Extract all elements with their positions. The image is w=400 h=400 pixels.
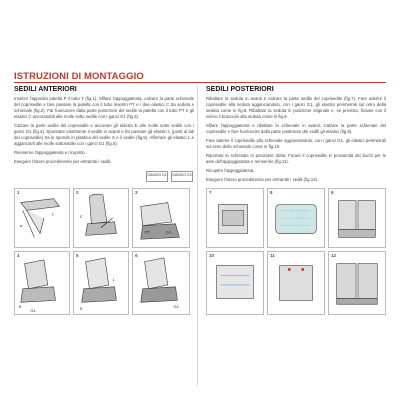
figure-7-illustration [207, 189, 263, 247]
hook-legend [146, 171, 193, 182]
figure-1 [14, 188, 70, 248]
figure-8-illustration [268, 189, 324, 247]
figure-9-illustration [329, 189, 385, 247]
label-g1-fig3: G1 [165, 229, 172, 235]
figure-5-illustration [74, 252, 128, 314]
figure-12-illustration [329, 252, 385, 314]
figure-10-number: 10 [209, 253, 215, 258]
figure-10-illustration [207, 252, 263, 314]
front-seats-heading: SEDILI ANTERIORI [14, 86, 77, 93]
figure-11 [267, 251, 325, 315]
hook-g2-legend [171, 171, 193, 182]
rear-paragraph-6: Eseguire l'intero procedimento per entrambi i sedili (fig.12). [206, 177, 319, 182]
label-t: T [51, 212, 55, 218]
label-e: E [18, 304, 22, 310]
figure-5 [73, 251, 129, 315]
front-paragraph-1: Inserire l'apposita patella P il tubo T (fig.1). Sfilare l'appoggiatesta, calzare la parte schienale del coprisedile e fare passare la patella con il tubo inserito PT e i due elastici C tra seduta e schienale (fig.2). Far fuoriuscire dalla parte posteriore del sedile la patella con il tubo PT e gli elastici C ancorandoli alle molle sotto sedile con i ganci G1 (fig.3). [14, 96, 194, 119]
page-title: ISTRUZIONI DI MONTAGGIO [14, 71, 144, 82]
figure-3-illustration [133, 189, 189, 247]
figure-11-illustration [268, 252, 324, 314]
hook-g1-legend [146, 171, 168, 182]
figure-2-illustration [74, 189, 128, 247]
figure-10 [206, 251, 264, 315]
hook-g2-label: GANCIO G2 [172, 173, 192, 177]
figure-6-illustration [133, 252, 189, 314]
figure-8-number: 8 [270, 190, 273, 195]
front-seats-section [14, 86, 194, 168]
figure-2 [73, 188, 129, 248]
figure-11-number: 11 [270, 253, 275, 258]
label-pt: PT [144, 229, 150, 235]
label-g1-fig6: G1 [173, 304, 179, 310]
front-paragraph-2: Calzare la parte sedile del coprisedile e ancorare gli elastici E alle molle sotto sedile con i ganci G1 (fig.4). Sporstare totalmente il sedile in avanti e far passare gli elastici L (posti ai lati del coprisedile) tra le sponde in plastica del sedile S e il sedile (fig.5). Afferrare gli elastici L e agganciarli alle molle sottosedile con i ganci G1 (fig.6). [14, 123, 194, 146]
rear-paragraph-2: Sfilare l'appoggiatesta e ribaltare lo schienale in avanti. Calzare la parte schienale del coprisedile e fare fuoriuscire dalla parte posteriore dei sedili gli elastici (fig.9). [206, 123, 386, 134]
label-l: L [112, 277, 115, 283]
rear-seats-section [206, 86, 386, 186]
label-s: S [79, 306, 83, 311]
figure-3-number: 3 [135, 190, 138, 195]
title-rule [14, 82, 386, 83]
figure-2-number: 2 [76, 190, 79, 195]
front-paragraph-4: Eseguire l'intero procedimento per entrambi i sedili. [14, 159, 112, 164]
figure-12-number: 12 [331, 253, 337, 258]
figure-8 [267, 188, 325, 248]
figure-1-illustration [15, 189, 69, 247]
column-divider [197, 86, 198, 386]
figure-9 [328, 188, 386, 248]
rear-paragraph-3: Fare aderire il coprisedile allo schienale agganciandolo, con i ganci G1, gli elastici perimetrali sul retro dello schienale come in fig.10. [206, 138, 386, 149]
label-g1-fig4: G1 [30, 307, 36, 313]
rear-paragraph-4: Riportare lo schienale in posizione dritta. Forare il coprisedile in prossimità dei buchi per le aste dell'appoggiatesta e reinserirlo (fig.11). [206, 153, 386, 164]
figure-9-number: 9 [331, 190, 334, 195]
figure-5-number: 5 [76, 253, 79, 258]
figure-1-number: 1 [17, 190, 20, 195]
rear-paragraph-5: Ricoprire l'appoggiatesta. [206, 168, 255, 173]
figure-6 [132, 251, 190, 315]
figure-6-number: 6 [135, 253, 138, 258]
rear-paragraph-1: Ribaltare la seduta in avanti e calzare la parte sedile del coprisedile (fig.7). Fare aderire il coprisedile alla seduta agganciandolo, con i ganci G1, gli elastici perimetrali sul retro della seduta come in fig.8. Ribaltare la seduta in posizione originale e, se previsto, fissare con il velcro il bracciolo alla seduta come in fig.9. [206, 96, 386, 119]
figure-7-number: 7 [209, 190, 212, 195]
figure-7 [206, 188, 264, 248]
front-paragraph-3: Reinserire l'appoggiatesta e ricoprirlo. [14, 150, 86, 155]
figure-4-illustration [15, 252, 69, 314]
label-c: C [79, 214, 83, 219]
figure-3 [132, 188, 190, 248]
rear-seats-heading: SEDILI POSTERIORI [206, 86, 274, 93]
hook-g1-label: GANCIO G1 [147, 173, 167, 177]
label-p: P [19, 223, 23, 229]
figure-4 [14, 251, 70, 315]
figure-12 [328, 251, 386, 315]
figure-4-number: 4 [17, 253, 20, 258]
